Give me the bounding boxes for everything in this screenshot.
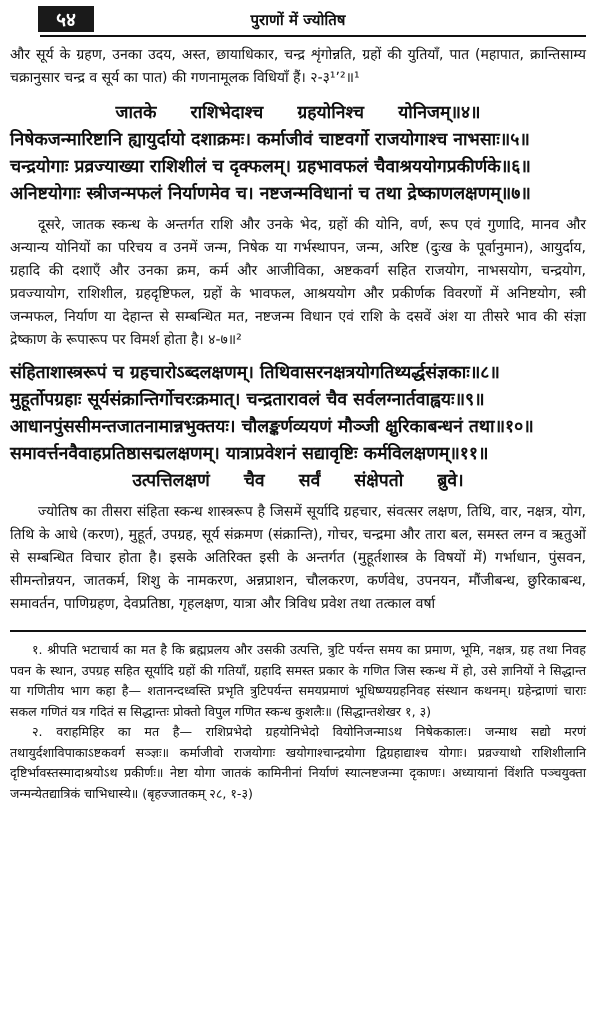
verse-line: निषेकजन्मारिष्टानि ह्यायुर्दायो दशाक्रमः। कर्माजीवं चाष्टवर्गो राजयोगाश्च नाभसाः॥५॥ — [10, 130, 530, 150]
paragraph-samhita: ज्योतिष का तीसरा संहिता स्कन्ध शास्त्ररूप है जिसमें सूर्यादि ग्रहचार, संवत्सर लक्षण, तिथि, वार, नक्षत्र, योग, तिथि के आधे (करण), मुहूर्त, उपग्रह, सूर्य संक्रमण (संक्रान्ति), गोचर, चन्द्रमा और तारा बल, समस्त लग्न व ऋतुओं से सम्बन्धित विचार होता है। इसके अतिरिक्त इसी के अन्तर्गत (मुहूर्तशास्त्र के विषयों में) गर्भाधान, पुंसवन, सीमन्तोन्नयन, जातकर्म, शिशु के नामकरण, अन्नप्राशन, चौलकरण, कर्णवेध, उपनयन, मौंजीबन्ध, छुरिकाबन्ध, समावर्तन, पाणिग्रहण, देवप्रतिष्ठा, गृहलक्षण, यात्रा और त्रिविध प्रवेश तथा तत्काल वर्षा — [10, 504, 586, 612]
verse-line: संहिताशास्त्ररूपं च ग्रहचारोऽब्दलक्षणम्। तिथिवासरनक्षत्रयोगतिथ्यर्द्धसंज्ञकाः॥८॥ — [10, 363, 500, 383]
verse-line: उत्पत्तिलक्षणं चैव सर्वं संक्षेपतो ब्रुवे। — [132, 471, 464, 491]
page-header — [10, 4, 586, 38]
verse-line: मुहूर्तोपग्रहाः सूर्यसंक्रान्तिर्गोचरःक्रमात्। चन्द्रतारावलं चैव सर्वलग्नार्तवाह्वयः॥९॥ — [10, 390, 485, 410]
verse-block-a — [10, 100, 586, 208]
verse-line: चन्द्रयोगाः प्रव्रज्याख्या राशिशीलं च दृक्फलम्। ग्रहभावफलं चैवाश्रययोगप्रकीर्णके॥६॥ — [10, 157, 531, 177]
book-page — [0, 4, 600, 1020]
verse-line: अनिष्टयोगाः स्त्रीजन्मफलं निर्याणमेव च। नष्टजन्मविधानां च तथा द्रेष्काणलक्षणम्॥७॥ — [10, 184, 531, 204]
paragraph-jataka: दूसरे, जातक स्कन्ध के अन्तर्गत राशि और उनके भेद, ग्रहों की योनि, वर्ण, रूप एवं गुणादि, मानव और अन्यान्य योनियों का परिचय व उनमें जन्म, निषेक या गर्भस्थापन, जन्म, अरिष्ट (दुःख के पूर्वानुमान), आयुर्दाय, ग्रहादि की दशाएँ और उनका क्रम, कर्म और आजीविका, अष्टकवर्ग सहित राजयोग, नाभसयोग, चन्द्रयोग, प्रवज्यायोग, राशिशील, ग्रहदृष्टिफल, ग्रहों के भावफल, आश्रययोग और प्रकीर्णक विवरणों में अनिष्टयोग, स्त्री जन्मफल, निर्याण या देहान्त से सम्बन्धित मत, नष्टजन्म विधान एवं राशि के दसवें अंश या तीसरे भाव की संज्ञा द्रेष्काण के रूपारूप पर विमर्श होता है। ४-७॥² — [10, 217, 586, 348]
footnotes — [10, 640, 586, 804]
footnote-2: २. वराहमिहिर का मत है— राशिप्रभेदो ग्रहयोनिभेदो वियोनिजन्माऽथ निषेककालः। जन्माथ सद्यो मरणं तथायुर्दशाविपाकाऽष्टकवर्ग सञ्ज्ञः॥ कर्माजीवो राजयोगाः खयोगाश्चान्द्रयोगा द्विग्रहाद्याश्च योगाः। प्रव्रज्याथो राशिशीलानि दृष्टिर्भावस्तस्मादाश्रयोऽथ प्रकीर्णः॥ नेष्टा योगा जातकं कामिनीनां निर्याणं स्यात्नष्टजन्मा दृकाणः। अध्यायानां विंशति पञ्चयुक्ता जन्मन्येतद्यात्रिकं चाभिधास्ये॥ (बृहज्जातकम् २८, १-३) — [10, 724, 586, 801]
footnote-1: १. श्रीपति भटाचार्य का मत है कि ब्रह्मप्रलय और उसकी उत्पत्ति, त्रुटि पर्यन्त समय का प्रमाण, भूमि, नक्षत्र, ग्रह तथा निवह पवन के स्थान, उपग्रह सहित सूर्यादि ग्रहों की गतियाँ, ग्रहादि समस्त प्रकार के गणित जिस स्कन्ध में हो, उसे ज्ञानियों ने सिद्धान्त या गणितीय भाग कहा है— शतानन्दध्वस्ति प्रभृति त्रुटिपर्यन्त समयप्रमाणं भूधिष्ण्यग्रहनिवह संस्थान कथनम्। ग्रहेन्द्राणां चाराः सकल गणितं यत्र गदितं स सिद्धान्तः प्रोक्तो विपुल गणित स्कन्ध कुशलैः॥ (सिद्धान्तशेखर १, ३) — [10, 642, 586, 719]
intro-paragraph: और सूर्य के ग्रहण, उनका उदय, अस्त, छायाधिकार, चन्द्र शृंगोन्नति, ग्रहों की युतियाँ, पात (महापात, क्रान्तिसाम्य चक्रानुसार चन्द्र व सूर्य का पात) की गणनामूलक विधियाँ हैं। २-३¹ʼ²॥¹ — [10, 47, 586, 86]
running-title: पुराणों में ज्योतिष — [250, 11, 346, 29]
verse-line: जातके राशिभेदाश्च ग्रहयोनिश्च योनिजम्॥४॥ — [115, 103, 481, 123]
verse-line: आधानपुंससीमन्तजातनामान्नभुक्तयः। चौलङ्कर्णव्ययणं मौञ्जी क्षुरिकाबन्धनं तथा॥१०॥ — [10, 417, 534, 437]
header-rule — [40, 35, 586, 37]
verse-line: समावर्त्तनवैवाहप्रतिष्ठासद्मलक्षणम्। यात्राप्रवेशनं सद्यावृष्टिः कर्मविलक्षणम्॥११॥ — [10, 444, 489, 464]
verse-block-b — [10, 360, 586, 495]
footnote-rule — [10, 630, 586, 632]
main-text — [10, 44, 586, 616]
page-number: ५४ — [38, 6, 94, 32]
